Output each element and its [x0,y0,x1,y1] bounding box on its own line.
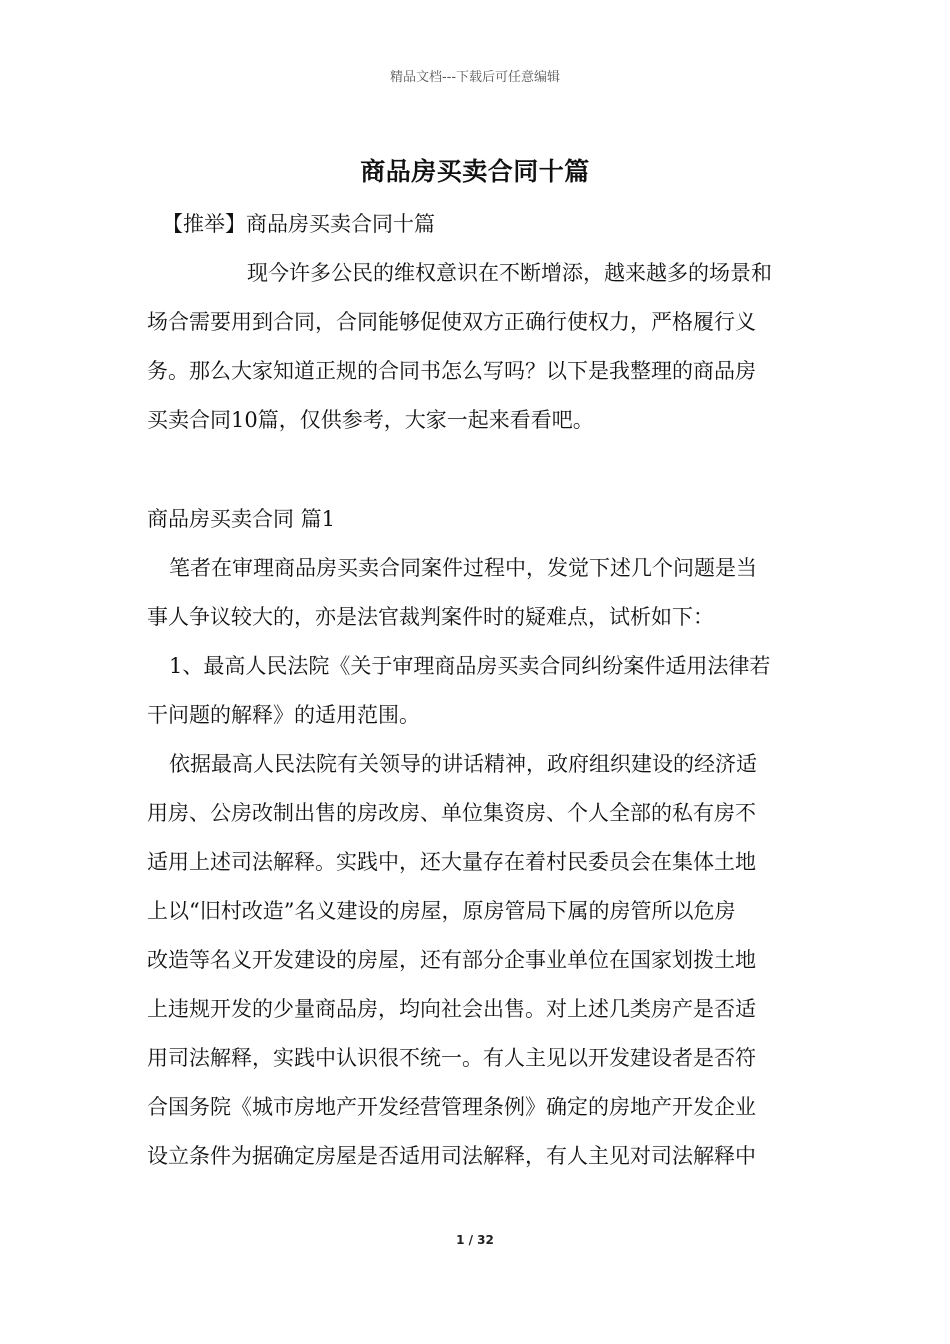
paragraph-line: 用房、公房改制出售的房改房、单位集资房、个人全部的私有房不 [147,801,756,825]
paragraph-line: 1、最高人民法院《关于审理商品房买卖合同纠纷案件适用法律若 [169,654,771,678]
paragraph-line: 现今许多公民的维权意识在不断增添，越来越多的场景和 [247,261,772,285]
paragraph-line: 场合需要用到合同，合同能够促使双方正确行使权力，严格履行义 [147,310,756,334]
paragraph-line: 用司法解释，实践中认识很不统一。有人主见以开发建设者是否符 [147,1046,756,1070]
paragraph-line: 上违规开发的少量商品房，均向社会出售。对上述几类房产是否适 [147,997,756,1021]
document-body [147,200,807,1181]
paragraph-line: 笔者在审理商品房买卖合同案件过程中，发觉下述几个问题是当 [169,556,757,580]
recommend-line: 【推举】商品房买卖合同十篇 [162,212,435,236]
paragraph-line: 事人争议较大的，亦是法官裁判案件时的疑难点，试析如下： [147,605,714,629]
paragraph-line: 依据最高人民法院有关领导的讲话精神，政府组织建设的经济适 [169,752,757,776]
paragraph-line: 合国务院《城市房地产开发经营管理条例》确定的房地产开发企业 [147,1095,756,1119]
paragraph-gap [147,445,807,495]
paragraph-line: 适用上述司法解释。实践中，还大量存在着村民委员会在集体土地 [147,850,756,874]
paragraph-line: 买卖合同10篇，仅供参考，大家一起来看看吧。 [147,408,594,432]
document-title: 商品房买卖合同十篇 [360,157,590,186]
header-note: 精品文档---下载后可任意编辑 [389,70,561,85]
section-heading: 商品房买卖合同 篇1 [147,507,336,531]
page-number: 1 / 32 [456,1233,494,1247]
paragraph-line: 务。那么大家知道正规的合同书怎么写吗？以下是我整理的商品房 [147,359,756,383]
paragraph-line: 上以“旧村改造”名义建设的房屋，原房管局下属的房管所以危房 [147,899,736,923]
paragraph-line: 干问题的解释》的适用范围。 [147,703,420,727]
paragraph-line: 改造等名义开发建设的房屋，还有部分企事业单位在国家划拨土地 [147,948,756,972]
paragraph-line: 设立条件为据确定房屋是否适用司法解释，有人主见对司法解释中 [147,1144,756,1168]
